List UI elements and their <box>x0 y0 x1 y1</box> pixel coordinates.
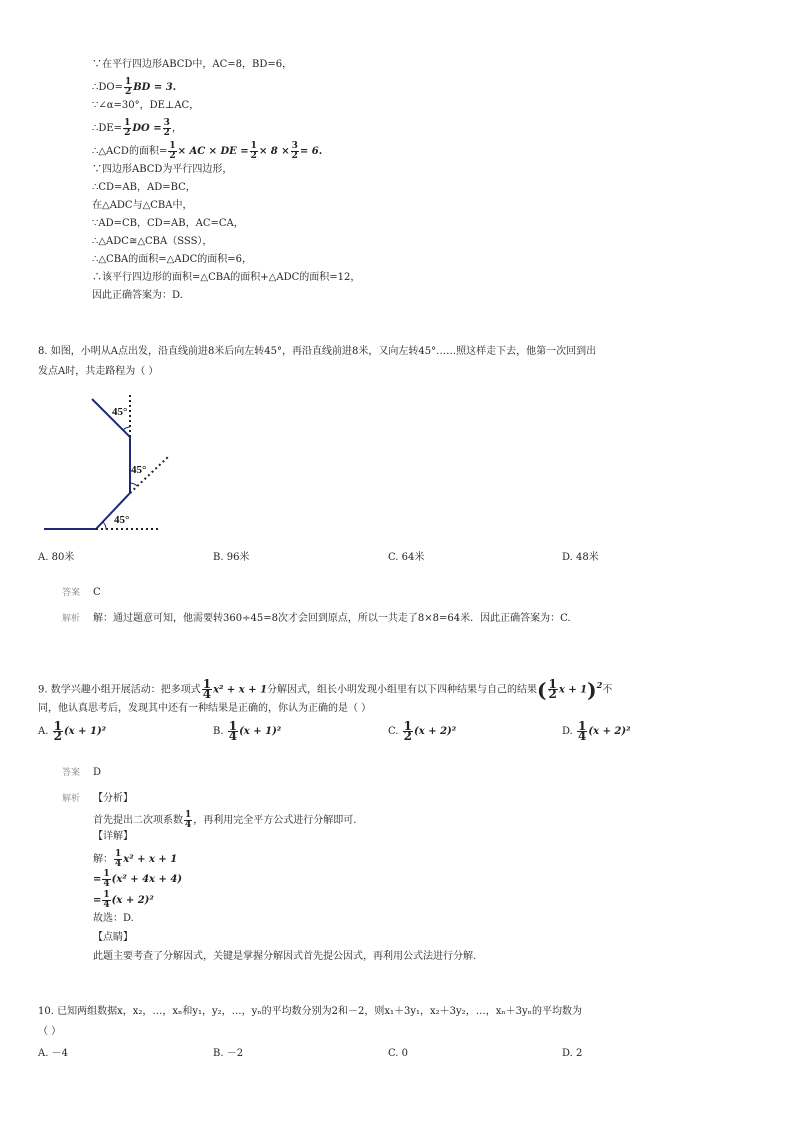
step-line: = $\frac{1}{4}$ (x² + 4x + 4) <box>93 869 183 889</box>
sol-line: ∴△ADC≅△CBA（SSS）， <box>92 236 213 247</box>
section-heading: 【详解】 <box>93 831 133 842</box>
sol-line: ∴DO= $\frac{1}{2}$ BD = 3. <box>92 77 177 97</box>
answer-value: C <box>93 587 101 598</box>
angle-arc <box>130 483 137 486</box>
analysis-text: 首先提出二次项系数 $\frac{1}{4}$ ，再利用完全平方公式进行分解即可. <box>93 810 357 830</box>
q10-option-c[interactable]: C. 0 <box>388 1048 409 1059</box>
q10-option-b[interactable]: B. －2 <box>213 1048 244 1059</box>
angle-label: 45° <box>131 464 147 476</box>
q9-option-a[interactable]: A. $\frac{1}{2}$ (x + 1)² <box>38 719 107 743</box>
sol-line: ∵AD=CB，CD=AB，AC=CA， <box>92 218 244 229</box>
path-segment <box>92 399 130 437</box>
answer-label: 答案 <box>62 588 81 598</box>
q8-option-c[interactable]: C. 64米 <box>388 552 425 563</box>
q8-option-d[interactable]: D. 48米 <box>562 552 599 563</box>
sol-line: ∴该平行四边形的面积=△CBA的面积+△ADC的面积=12， <box>92 272 361 283</box>
sol-line: ∵在平行四边形ABCD中，AC=8，BD=6， <box>92 59 293 70</box>
q10-stem-line2: （ ） <box>38 1026 62 1037</box>
sol-line: ∴CD=AB，AD=BC， <box>92 182 196 193</box>
sol-line: ∵四边形ABCD为平行四边形， <box>92 164 233 175</box>
section-heading: 【分析】 <box>93 793 133 804</box>
step-line: 解： $\frac{1}{4}$ x² + x + 1 <box>93 849 178 869</box>
sol-line: ∵∠α=30°，DE⊥AC， <box>92 100 200 111</box>
step-line: = $\frac{1}{4}$ (x + 2)² <box>93 890 154 910</box>
analysis-label: 解析 <box>62 794 81 804</box>
answer-value: D <box>93 767 102 778</box>
q9-stem-line2: 同，他认真思考后，发现其中还有一种结果是正确的，你认为正确的是（ ） <box>38 703 372 714</box>
sol-line: ∴DE= $\frac{1}{2}$ DO = $\frac{3}{2}$ ， <box>92 118 182 138</box>
q9-option-c[interactable]: C. $\frac{1}{2}$ (x + 2)² <box>388 719 457 743</box>
analysis-text: 此题主要考查了分解因式，关键是掌握分解因式首先提公因式，再利用公式法进行分解. <box>93 951 477 962</box>
q8-stem-line1: 8. 如图，小明从A点出发，沿直线前进8米后向左转45°，再沿直线前进8米，又向左转45°……照这样走下去，他第一次回到出 <box>38 346 597 357</box>
analysis-text: 解：通过题意可知，他需要转360÷45=8次才会回到原点，所以一共走了8×8=64米．因此正确答案为：C. <box>93 613 571 624</box>
section-heading: 【点睛】 <box>93 932 133 943</box>
angle-arc <box>103 522 106 529</box>
conclusion: 故选：D. <box>93 913 134 924</box>
sol-line: 因此正确答案为：D. <box>92 290 183 301</box>
q10-stem-line1: 10. 已知两组数据x，x₂，…，xₙ和y₁，y₂，…，yₙ的平均数分别为2和－2，则x₁＋3y₁，x₂＋3y₂，…，xₙ＋3yₙ的平均数为 <box>38 1006 582 1017</box>
q9-stem-line1: 9. 数学兴趣小组开展活动：把多项式 $\frac{1}{4}$ x² + x + 1分解因式，组长小明发现小组里有以下四种结果与自己的结果( $\frac{1}{2}$ x + 1)$^2$不 <box>38 677 613 702</box>
sol-line: 在△ADC与△CBA中， <box>92 200 193 211</box>
sol-line: ∴△CBA的面积=△ADC的面积=6， <box>92 254 252 265</box>
q10-option-d[interactable]: D. 2 <box>562 1048 583 1059</box>
q9-option-d[interactable]: D. $\frac{1}{4}$ (x + 2)² <box>562 719 631 743</box>
q10-option-a[interactable]: A. －4 <box>38 1048 68 1059</box>
q8-option-b[interactable]: B. 96米 <box>213 552 250 563</box>
q8-stem-line2: 发点A时，共走路程为（ ） <box>38 366 159 377</box>
q8-option-a[interactable]: A. 80米 <box>38 552 75 563</box>
q8-path-figure <box>40 393 180 541</box>
analysis-label: 解析 <box>62 614 81 624</box>
sol-line: ∴△ACD的面积= $\frac{1}{2}$ × AC × DE = $\frac{1}{2}$ × 8 × $\frac{3}{2}$ = 6. <box>92 141 323 161</box>
angle-label: 45° <box>114 514 130 526</box>
angle-label: 45° <box>112 406 128 418</box>
angle-arc <box>123 427 130 430</box>
answer-label: 答案 <box>62 768 81 778</box>
q9-option-b[interactable]: B. $\frac{1}{4}$ (x + 1)² <box>213 719 282 743</box>
